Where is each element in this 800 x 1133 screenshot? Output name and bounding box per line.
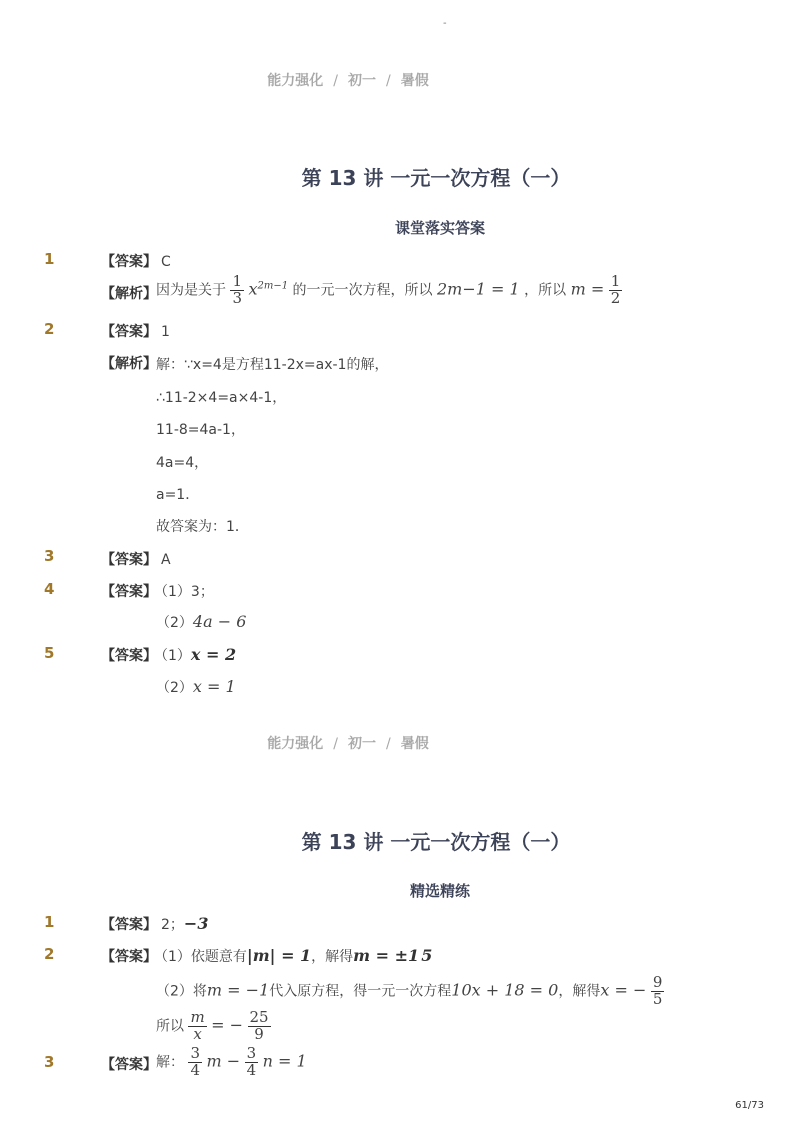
denominator: 4: [246, 1060, 257, 1079]
math-expression: 2m−1 = 1: [436, 279, 520, 299]
solution-line: 11-8=4a-1，: [156, 422, 245, 438]
top-mark: -: [443, 18, 447, 29]
math-expression: 5: [421, 946, 433, 965]
answer-tag: [101, 549, 171, 569]
question-number: 2: [44, 945, 55, 963]
denominator: 9: [254, 1024, 264, 1043]
denominator: 4: [190, 1060, 200, 1079]
analysis-text: 因为是关于: [156, 282, 226, 299]
math-expression: m = ±1: [353, 946, 420, 965]
answer-line: [156, 1046, 307, 1079]
denominator: 2: [610, 288, 621, 307]
analysis-tag: 【解析】: [101, 356, 157, 372]
answer-label: 【答案】: [101, 917, 157, 933]
answer-text: ，解得: [558, 983, 601, 1000]
math-expression: x = 1: [192, 677, 236, 696]
math-expression: 4a − 6: [192, 612, 247, 631]
fraction: [230, 274, 244, 307]
answer-part: [156, 975, 664, 1008]
header-grade: 初一: [348, 73, 376, 89]
question-number: 2: [44, 320, 55, 338]
math-expression: m = −1: [206, 980, 270, 1000]
math-expression: x = −: [600, 980, 647, 1000]
answer-tag: [101, 645, 236, 665]
header-term: 暑假: [400, 736, 429, 752]
question-number: 3: [44, 547, 55, 565]
math-expression: n = 1: [262, 1051, 307, 1071]
answer-tag: 【答案】: [101, 1057, 157, 1073]
answer-tag: [101, 581, 214, 601]
answer-label: 【答案】: [101, 584, 157, 600]
denominator: x: [193, 1024, 202, 1043]
page-header: [0, 733, 696, 753]
question-number: 1: [44, 250, 55, 268]
answer-part: [156, 677, 236, 697]
lecture-title: 第 13 讲 一元一次方程（一）: [301, 166, 571, 190]
answer-label: 【答案】: [101, 648, 157, 664]
answer-text: ，解得: [311, 949, 354, 965]
header-separator: /: [333, 736, 338, 752]
lecture-title: 第 13 讲 一元一次方程（一）: [301, 830, 571, 854]
math-expression: m =: [570, 279, 605, 299]
fraction: [609, 274, 623, 307]
math-expression: m −: [206, 1051, 241, 1071]
numerator: m: [190, 1008, 205, 1026]
question-number: 4: [44, 580, 55, 598]
numerator: 1: [610, 272, 621, 290]
fraction: [188, 1046, 202, 1079]
math-expression: x = 2: [190, 645, 237, 664]
denominator: 3: [232, 288, 242, 307]
conclusion-line: [156, 1010, 271, 1043]
math-variable: x: [248, 279, 258, 299]
math-expression: |m| = 1: [246, 946, 312, 965]
numerator: 1: [232, 272, 242, 290]
page-header: [0, 70, 696, 90]
answer-tag: [101, 914, 208, 934]
section-subtitle: 精选精练: [409, 882, 470, 900]
answer-tag: [101, 321, 170, 341]
answer-value: 1: [161, 324, 170, 340]
denominator: 5: [652, 989, 663, 1008]
analysis-tag: 【解析】: [101, 286, 157, 302]
page-number: 61/73: [735, 1100, 764, 1111]
answer-label: 【答案】: [101, 552, 157, 568]
answer-tag: [101, 946, 432, 966]
numerator: 3: [190, 1044, 200, 1062]
section-subtitle: 课堂落实答案: [394, 219, 485, 237]
header-separator: /: [386, 73, 391, 89]
part-label: （1）: [161, 648, 191, 664]
part-label: （2）将: [156, 983, 207, 1000]
header-separator: /: [333, 73, 338, 89]
math-exponent: 2m−1: [257, 280, 289, 292]
solution-line: ∴11-2×4=a×4-1，: [156, 390, 287, 406]
answer-value: C: [161, 254, 171, 270]
header-separator: /: [386, 736, 391, 752]
question-number: 1: [44, 913, 55, 931]
answer-part: （1）3；: [161, 584, 214, 600]
answer-part: [156, 612, 246, 632]
question-number: 3: [44, 1053, 55, 1071]
fraction: [188, 1010, 206, 1043]
header-course: 能力强化: [267, 73, 324, 89]
answer-text: 代入原方程，得一元一次方程: [269, 983, 452, 1000]
analysis-line: [156, 274, 622, 307]
conclusion-label: 所以: [156, 1018, 184, 1035]
header-grade: 初一: [348, 736, 376, 752]
answer-prefix: 解：: [156, 1054, 184, 1071]
analysis-text: ，所以: [524, 282, 567, 299]
numerator: 3: [246, 1044, 257, 1062]
answer-label: 【答案】: [101, 254, 157, 270]
question-number: 5: [44, 644, 55, 662]
header-term: 暑假: [400, 73, 429, 89]
solution-line: a=1．: [156, 487, 200, 503]
part-label: （2）: [156, 615, 193, 631]
fraction: [651, 975, 665, 1008]
answer-value: 2；: [161, 917, 184, 933]
answer-label: 【答案】: [101, 324, 157, 340]
part-label: （2）: [156, 680, 193, 696]
solution-line: 故答案为：1．: [156, 519, 249, 535]
fraction: [245, 1046, 259, 1079]
math-expression: −3: [183, 914, 209, 933]
solution-line: 4a=4，: [156, 455, 209, 471]
math-expression: = −: [211, 1015, 244, 1035]
solution-line: 解：∵x=4是方程11-2x=ax-1的解，: [156, 357, 389, 373]
answer-tag: [101, 251, 171, 271]
answer-value: A: [161, 552, 171, 568]
numerator: 9: [652, 973, 663, 991]
math-expression: 10x + 18 = 0: [451, 980, 559, 1000]
part-label: （1）依题意有: [161, 949, 247, 965]
analysis-text: 的一元一次方程，所以: [292, 282, 433, 299]
numerator: 25: [249, 1008, 269, 1026]
answer-label: 【答案】: [101, 949, 157, 965]
fraction: [248, 1010, 271, 1043]
header-course: 能力强化: [267, 736, 324, 752]
